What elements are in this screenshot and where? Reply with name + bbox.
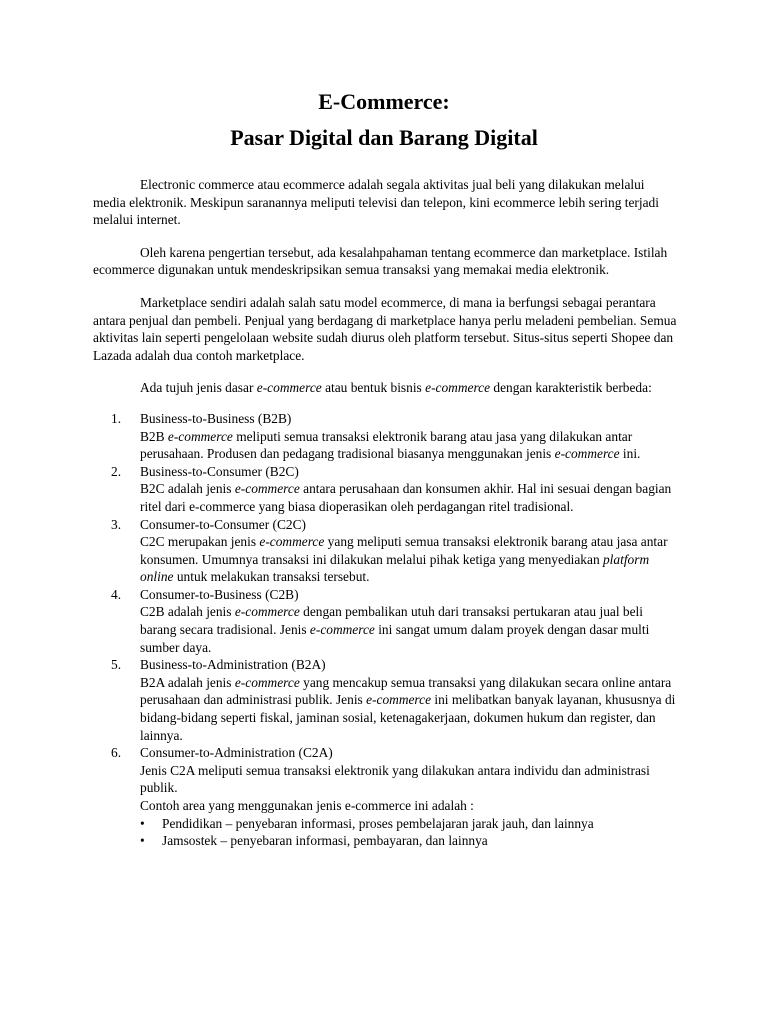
intro-text: dengan karakteristik berbeda:: [490, 380, 652, 396]
list-number: 2.: [111, 463, 122, 479]
bullet-text: Jamsostek – penyebaran informasi, pembayaran, dan lainnya: [162, 833, 488, 849]
paragraph-ecommerce-definition: Electronic commerce atau ecommerce adalah segala aktivitas jual beli yang dilakukan melalui media elektronik. Meskipun saranannya meliputi televisi dan telepon, kini ecommerce lebih sering terjadi melalui internet.: [93, 177, 659, 228]
intro-text: atau bentuk bisnis: [321, 380, 426, 396]
description-text: C2B adalah jenis: [140, 604, 235, 620]
type-item: [93, 586, 679, 656]
bullet-text: Pendidikan – penyebaran informasi, proses pembelajaran jarak jauh, dan lainnya: [162, 815, 594, 831]
bullet-icon: •: [140, 815, 145, 831]
emphasis-text: e-commerce: [366, 692, 432, 708]
description-text: ini.: [619, 446, 641, 462]
document-body: [93, 176, 679, 850]
description-text: untuk melakukan transaksi tersebut.: [173, 569, 370, 585]
document-subtitle: Pasar Digital dan Barang Digital: [230, 125, 538, 150]
type-title: Business-to-Administration (B2A): [140, 657, 326, 673]
intro-text: Ada tujuh jenis dasar: [140, 380, 257, 396]
emphasis-text: e-commerce: [234, 481, 300, 497]
example-bullet-list: [140, 815, 679, 850]
paragraph-marketplace: Marketplace sendiri adalah salah satu model ecommerce, di mana ia berfungsi sebagai perantara antara penjual dan pembeli. Penjual yang berdagang di marketplace hanya perlu meladeni pembelian. Semua aktivitas lain seperti pengelolaan website sudah diurus oleh platform tersebut. Situs-situs seperti Shopee dan Lazada adalah dua contoh marketplace.: [93, 294, 677, 363]
emphasis-text: e-commerce: [259, 534, 325, 550]
list-number: 6.: [111, 745, 122, 761]
title-block: [0, 88, 768, 152]
bullet-item: [140, 832, 679, 850]
type-description: [140, 674, 679, 744]
description-text: Jenis C2A meliputi semua transaksi elektronik yang dilakukan antara individu dan administrasi publik.: [140, 762, 650, 796]
description-text: meliputi semua transaksi elektronik barang atau jasa yang dilakukan antar perusahaan. Produsen dan pedagang tradisional biasanya menggunakan jenis: [140, 428, 633, 462]
list-number: 3.: [111, 516, 122, 532]
emphasis-text: e-commerce: [554, 446, 620, 462]
type-description: [140, 480, 679, 515]
emphasis-text: e-commerce: [234, 674, 300, 690]
emphasis-text: e-commerce: [234, 604, 300, 620]
description-text: yang meliputi semua transaksi elektronik barang atau jasa antar konsumen. Umumnya transaksi ini dilakukan melalui pihak ketiga yang menyediakan: [140, 534, 668, 567]
description-text: B2B: [140, 428, 168, 444]
type-example-intro: Contoh area yang menggunakan jenis e-commerce ini adalah :: [140, 798, 474, 813]
type-item: [93, 656, 679, 744]
document-title: E-Commerce:: [318, 89, 450, 114]
type-item: [93, 744, 679, 850]
type-description: [140, 603, 679, 656]
emphasis-text: e-commerce: [309, 622, 375, 638]
bullet-icon: •: [140, 833, 145, 849]
description-text: antara perusahaan dan konsumen akhir. Hal ini sesuai dengan bagian ritel dari e-commerce yang biasa dioperasikan oleh perdagangan ritel tradisional.: [140, 481, 672, 514]
type-item: [93, 463, 679, 516]
ecommerce-types-list: [93, 410, 679, 850]
description-text: yang mencakup semua transaksi yang dilakukan secara online antara perusahaan dan administrasi publik. Jenis: [140, 674, 672, 708]
description-text: ini sangat umum dalam proyek dengan dasar multi sumber daya.: [140, 622, 650, 655]
list-number: 5.: [111, 657, 122, 673]
type-item: [93, 516, 679, 586]
paragraph-types-intro: [93, 379, 679, 397]
description-text: B2A adalah jenis: [140, 674, 235, 690]
intro-em: e-commerce: [425, 380, 491, 396]
list-number: 1.: [111, 410, 122, 426]
type-item: [93, 410, 679, 463]
description-text: C2C merupakan jenis: [140, 534, 260, 550]
type-title: Consumer-to-Administration (C2A): [140, 745, 333, 761]
intro-em: e-commerce: [256, 380, 322, 396]
description-text: ini melibatkan banyak layanan, khususnya di bidang-bidang seperti fiskal, jaminan sosial, ketenagakerjaan, dokumen hukum dan register, dan lainnya.: [140, 692, 676, 743]
paragraph-misconception: Oleh karena pengertian tersebut, ada kesalahpahaman tentang ecommerce dan marketplace. Istilah ecommerce digunakan untuk mendeskripsikan semua transaksi yang memakai media elektronik.: [93, 244, 668, 278]
type-title: Consumer-to-Business (C2B): [140, 586, 299, 602]
emphasis-text: e-commerce: [167, 428, 233, 444]
list-number: 4.: [111, 586, 122, 602]
description-text: dengan pembalikan utuh dari transaksi pertukaran atau jual beli barang secara tradisional. Jenis: [140, 604, 643, 638]
description-text: B2C adalah jenis: [140, 481, 235, 497]
emphasis-text: platform online: [140, 551, 650, 585]
type-title: Consumer-to-Consumer (C2C): [140, 516, 306, 532]
type-description: [140, 533, 679, 586]
type-title: Business-to-Consumer (B2C): [140, 463, 299, 479]
type-title: Business-to-Business (B2B): [140, 410, 292, 426]
bullet-item: [140, 815, 679, 833]
type-description: [140, 428, 679, 463]
type-description: [140, 762, 679, 797]
